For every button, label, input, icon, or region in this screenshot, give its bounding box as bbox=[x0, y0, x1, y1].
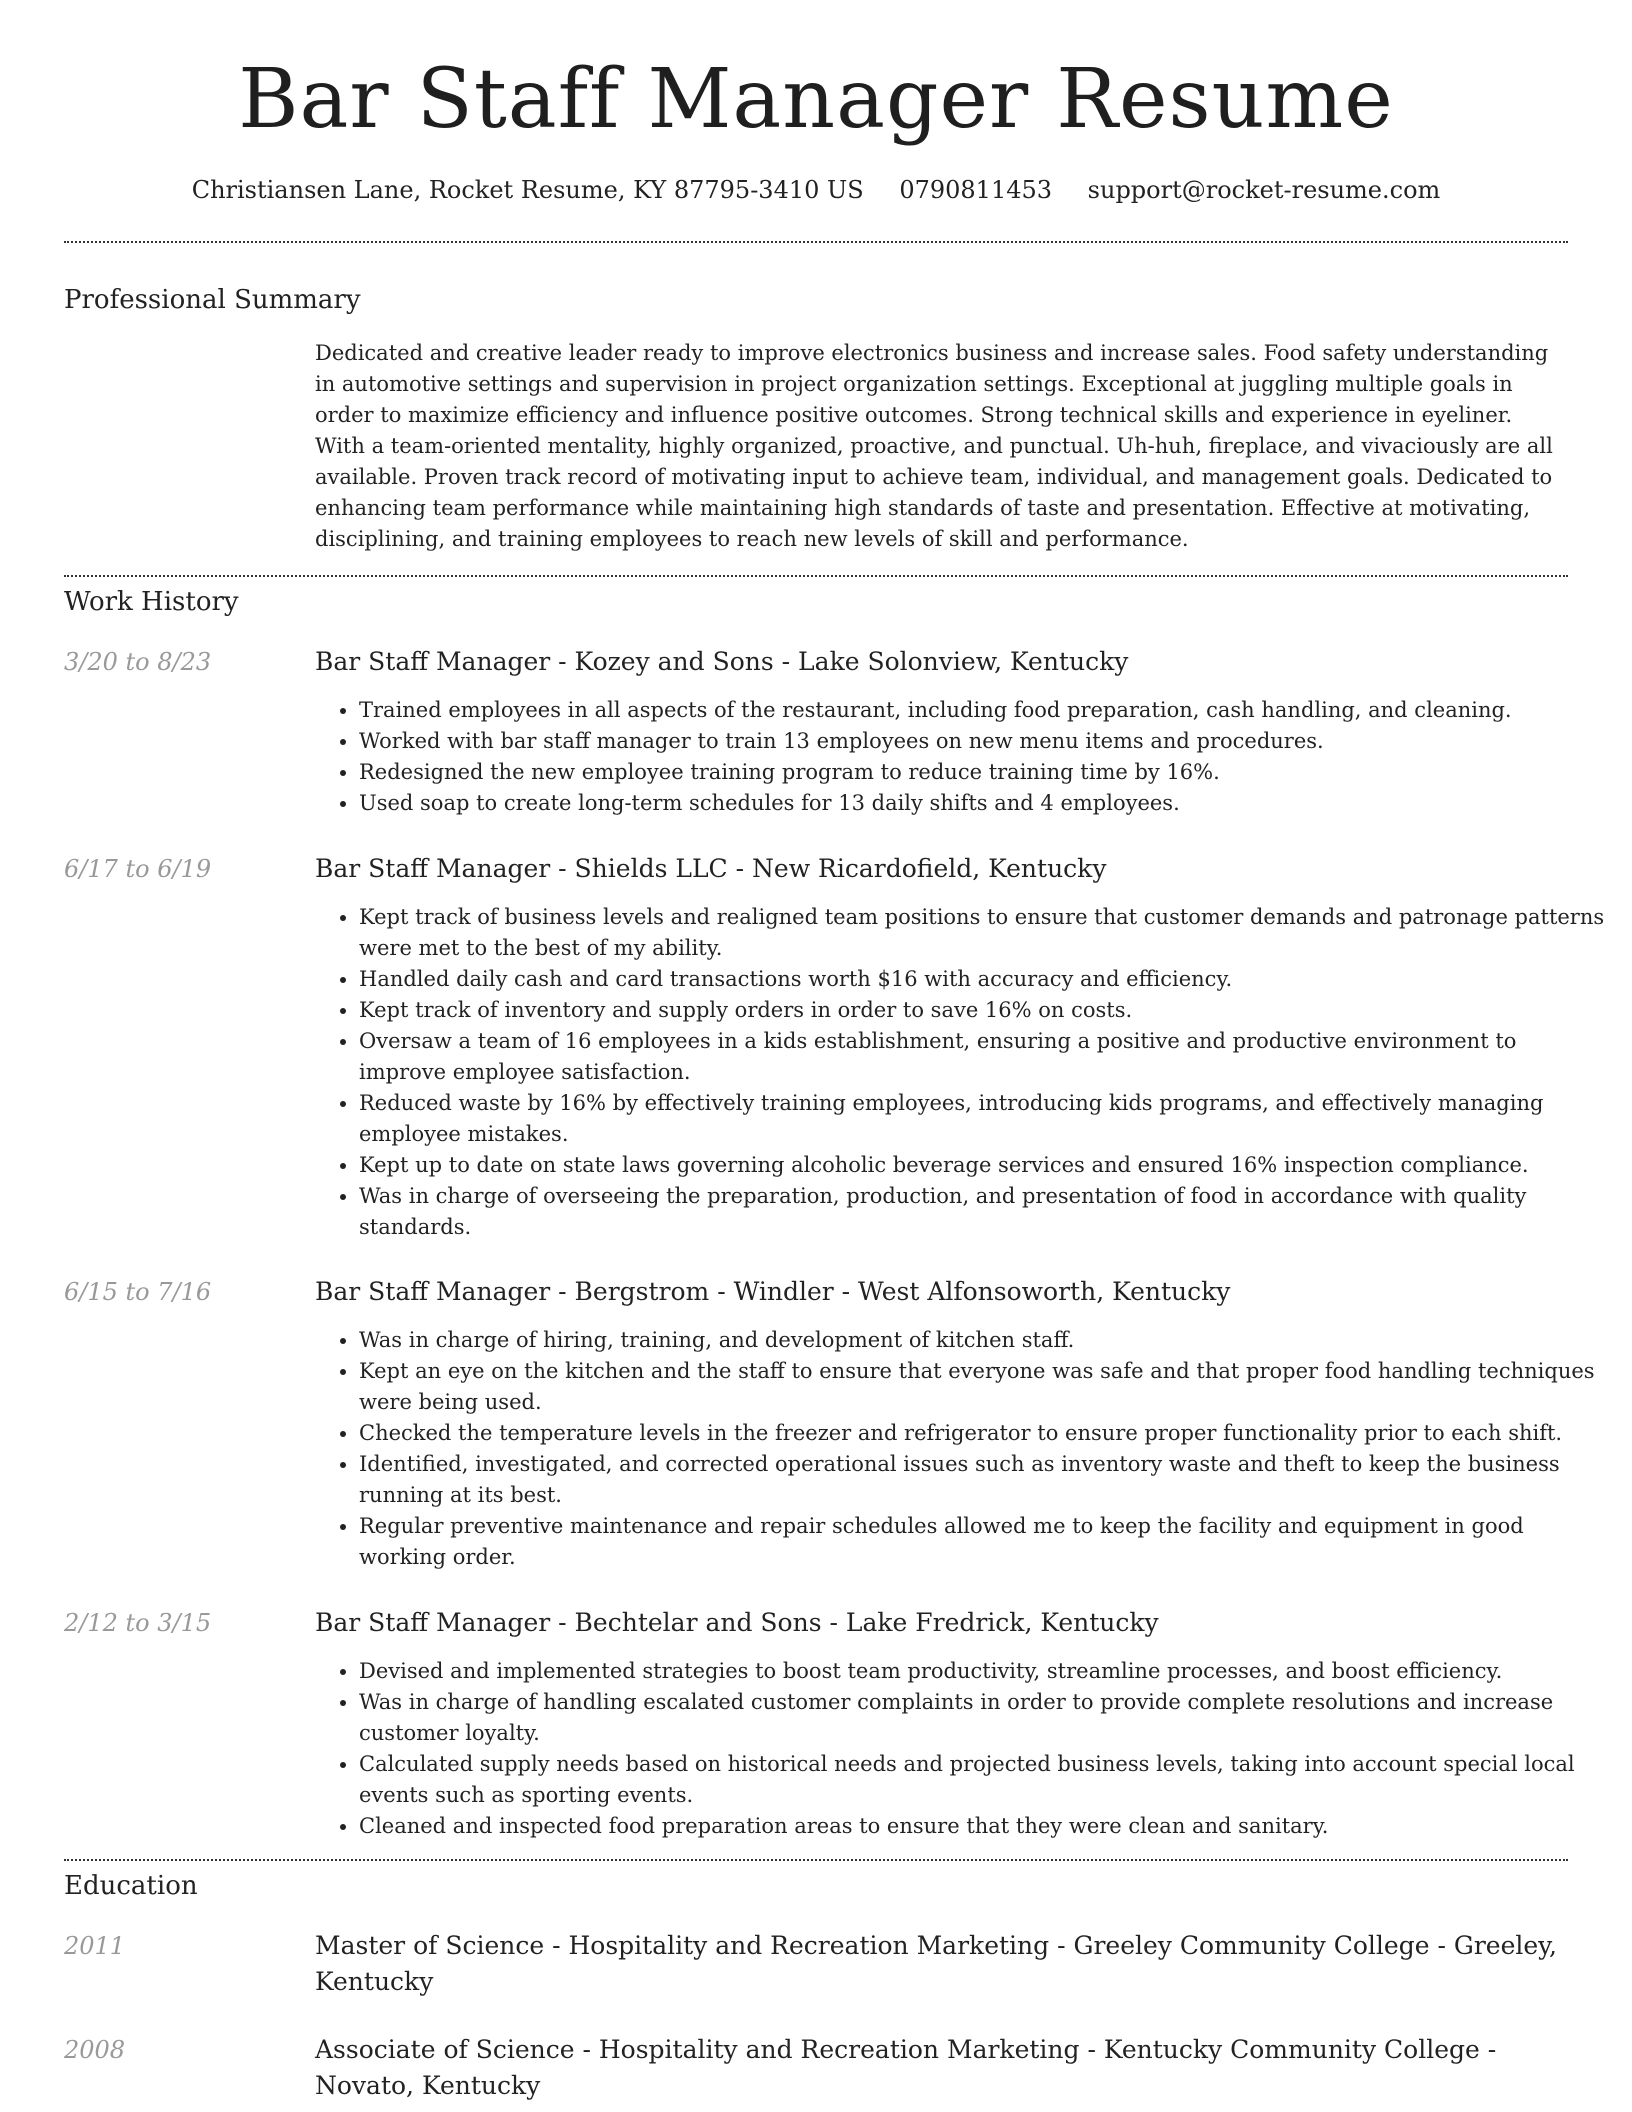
job-duty: • Kept up to date on state laws governing alcoholic beverage services and ensured 16% inspection compliance. bbox=[359, 1150, 1609, 1181]
job-duty: • Regular preventive maintenance and repair schedules allowed me to keep the facility and equipment in good working order. bbox=[359, 1511, 1609, 1573]
job-duty: • Was in charge of handling escalated customer complaints in order to provide complete resolutions and increase customer loyalty. bbox=[359, 1687, 1609, 1749]
job-duty: • Kept track of inventory and supply orders in order to save 16% on costs. bbox=[359, 995, 1609, 1026]
job-duty: • Handled daily cash and card transactions worth $16 with accuracy and efficiency. bbox=[359, 964, 1609, 995]
education-degree: Associate of Science - Hospitality and Recreation Marketing - Kentucky Community College - Novato, Kentucky bbox=[315, 2035, 1497, 2100]
summary-text: Dedicated and creative leader ready to improve electronics business and increase sales. Food safety understanding in automotive settings and supervision in project organization settings. Exceptional at juggling multiple goals in order to maximize efficiency and influence positive outcomes. Strong technical skills and experience in eyeliner. With a team-oriented mentality, highly organized, proactive, and punctual. Uh-huh, fireplace, and vivaciously are all available. Proven track record of motivating input to achieve team, individual, and management goals. Dedicated to enhancing team performance while maintaining high standards of taste and presentation. Effective at motivating, disciplining, and training employees to reach new levels of skill and performance. bbox=[315, 341, 1553, 551]
section-divider bbox=[64, 1859, 1568, 1861]
job-duty: • Cleaned and inspected food preparation areas to ensure that they were clean and sanitary. bbox=[359, 1811, 1609, 1842]
education-degree: Master of Science - Hospitality and Recreation Marketing - Greeley Community College - Greeley, Kentucky bbox=[315, 1931, 1557, 1996]
job-duties bbox=[315, 902, 1609, 1243]
job-title: Bar Staff Manager - Kozey and Sons - Lake Solonview, Kentucky bbox=[315, 647, 1129, 676]
education-year: 2011 bbox=[64, 1932, 126, 1960]
contact-address: Christiansen Lane, Rocket Resume, KY 87795-3410 US bbox=[191, 176, 864, 204]
job-duty: • Oversaw a team of 16 employees in a kids establishment, ensuring a positive and productive environment to improve employee satisfaction. bbox=[359, 1026, 1609, 1088]
job-duty: • Checked the temperature levels in the freezer and refrigerator to ensure proper functionality prior to each shift. bbox=[359, 1418, 1609, 1449]
job-dates: 6/15 to 7/16 bbox=[64, 1278, 212, 1306]
job-duties bbox=[315, 1656, 1609, 1842]
job-duty: • Worked with bar staff manager to train 13 employees on new menu items and procedures. bbox=[359, 726, 1609, 757]
job-duty: • Was in charge of overseeing the preparation, production, and presentation of food in accordance with quality standards. bbox=[359, 1181, 1609, 1243]
job-title: Bar Staff Manager - Shields LLC - New Ricardofield, Kentucky bbox=[315, 854, 1107, 883]
job-duty: • Redesigned the new employee training program to reduce training time by 16%. bbox=[359, 757, 1609, 788]
job-duty: • Kept track of business levels and realigned team positions to ensure that customer demands and patronage patterns were met to the best of my ability. bbox=[359, 902, 1609, 964]
contact-line bbox=[0, 170, 1632, 210]
job-duty: • Was in charge of hiring, training, and development of kitchen staff. bbox=[359, 1325, 1609, 1356]
work-history-heading: Work History bbox=[64, 587, 239, 617]
job-duty: • Devised and implemented strategies to boost team productivity, streamline processes, and boost efficiency. bbox=[359, 1656, 1609, 1687]
job-duty: • Calculated supply needs based on historical needs and projected business levels, taking into account special local events such as sporting events. bbox=[359, 1749, 1609, 1811]
job-title: Bar Staff Manager - Bergstrom - Windler - West Alfonsoworth, Kentucky bbox=[315, 1277, 1231, 1306]
job-dates: 2/12 to 3/15 bbox=[64, 1609, 212, 1637]
education-heading: Education bbox=[64, 1871, 198, 1901]
job-duty: • Identified, investigated, and corrected operational issues such as inventory waste and theft to keep the business running at its best. bbox=[359, 1449, 1609, 1511]
job-dates: 3/20 to 8/23 bbox=[64, 648, 212, 676]
job-title: Bar Staff Manager - Bechtelar and Sons - Lake Fredrick, Kentucky bbox=[315, 1608, 1159, 1637]
section-divider bbox=[64, 575, 1568, 577]
job-dates: 6/17 to 6/19 bbox=[64, 855, 212, 883]
job-duty: • Trained employees in all aspects of the restaurant, including food preparation, cash handling, and cleaning. bbox=[359, 695, 1609, 726]
contact-email: support@rocket-resume.com bbox=[1087, 176, 1441, 204]
job-duty: • Kept an eye on the kitchen and the staff to ensure that everyone was safe and that proper food handling techniques were being used. bbox=[359, 1356, 1609, 1418]
job-duty: • Reduced waste by 16% by effectively training employees, introducing kids programs, and effectively managing employee mistakes. bbox=[359, 1088, 1609, 1150]
job-duties bbox=[315, 695, 1609, 819]
resume-name: Bar Staff Manager Resume bbox=[238, 52, 1394, 147]
summary-heading: Professional Summary bbox=[64, 285, 361, 315]
job-duty: • Used soap to create long-term schedules for 13 daily shifts and 4 employees. bbox=[359, 788, 1609, 819]
section-divider bbox=[64, 241, 1568, 243]
job-duties bbox=[315, 1325, 1609, 1573]
education-year: 2008 bbox=[64, 2036, 126, 2064]
contact-phone: 0790811453 bbox=[899, 176, 1053, 204]
